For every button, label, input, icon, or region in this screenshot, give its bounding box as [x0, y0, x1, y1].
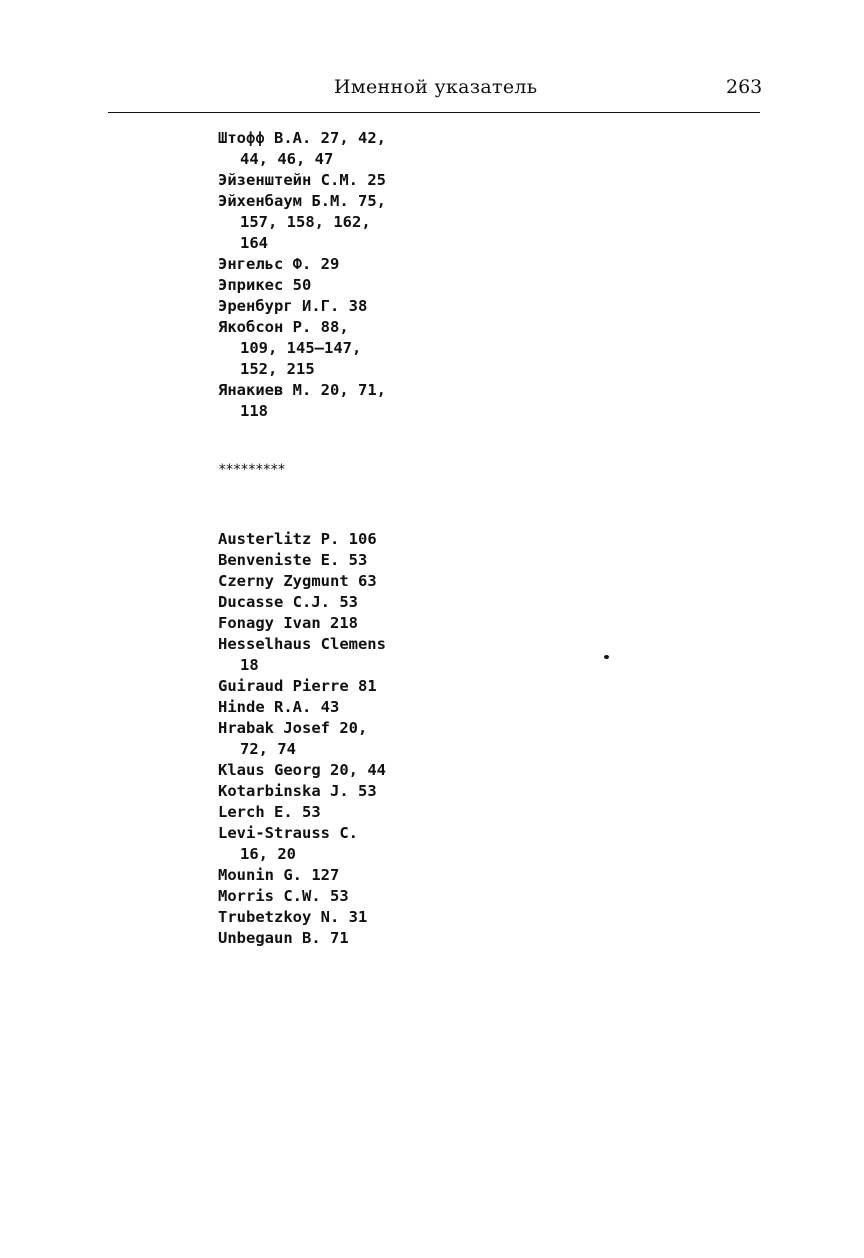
index-entry-pages: 106: [348, 530, 377, 548]
index-entry: [218, 760, 386, 781]
index-entry: [218, 697, 386, 718]
index-entry-pages: 53: [339, 593, 358, 611]
index-entry-name: Kotarbinska J.: [218, 782, 349, 800]
index-entry-name: Czerny Zygmunt: [218, 572, 349, 590]
index-entry-pages: 218: [330, 614, 358, 632]
index-entry-pages: 27, 42,: [320, 129, 386, 147]
index-entry-pages: 53: [358, 782, 377, 800]
index-entry-pages: 127: [311, 866, 340, 884]
index-entry-name: Эйзенштейн С.М.: [218, 171, 358, 189]
index-entry-pages: 53: [348, 551, 368, 569]
index-entry: [218, 254, 386, 275]
index-entry-pages: 53: [302, 803, 321, 821]
index-entry: [218, 317, 386, 380]
index-entry-pages: 20, 71,: [320, 381, 386, 399]
index-section-latin: [218, 529, 386, 949]
index-entry-pages-continued: 44, 46, 47: [240, 150, 334, 168]
index-entry: [218, 718, 386, 760]
index-entry-name: Янакиев М.: [218, 381, 312, 399]
index-entry-name: Benveniste E.: [218, 551, 340, 569]
index-entry-pages-continued: 16, 20: [240, 845, 296, 863]
index-entry-name: Mounin G.: [218, 866, 302, 884]
index-entry: [218, 907, 386, 928]
print-speck: [604, 655, 609, 659]
index-entry: [218, 550, 386, 571]
index-entry-pages: 81: [358, 677, 377, 695]
index-entry-pages-continued: 18: [240, 656, 259, 674]
index-entry: [218, 571, 386, 592]
index-entry: [218, 928, 386, 949]
index-entry: [218, 823, 386, 865]
index-entry: [218, 191, 386, 254]
index-entry: [218, 275, 386, 296]
index-entry-name: Штофф В.А.: [218, 129, 312, 147]
index-entry-pages: 88,: [320, 318, 349, 336]
index-entry-pages: 25: [367, 171, 386, 189]
index-entry-name: Hrabak Josef: [218, 719, 330, 737]
index-entry-pages: 29: [320, 255, 340, 273]
page-number: 263: [726, 76, 763, 98]
index-entry: [218, 886, 386, 907]
index-entry: [218, 676, 386, 697]
index-entry: [218, 529, 386, 550]
section-divider: *********: [218, 462, 285, 478]
index-entry-name: Lerch E.: [218, 803, 293, 821]
index-entry: [218, 802, 386, 823]
index-entry: [218, 296, 386, 317]
index-entry-name: Ducasse C.J.: [218, 593, 330, 611]
index-entry-pages-continued: 152, 215: [240, 360, 315, 378]
index-entry-pages: 20,: [339, 719, 368, 737]
index-entry-name: Fonagy Ivan: [218, 614, 321, 632]
index-entry: [218, 128, 386, 170]
index-entry-name: Якобсон Р.: [218, 318, 312, 336]
index-entry-name: Эренбург И.Г.: [218, 297, 340, 315]
index-entry: [218, 592, 386, 613]
index-entry-name: Эприкес: [218, 276, 284, 294]
index-entry-name: Levi-Strauss C.: [218, 824, 358, 842]
index-entry-pages-continued: 164: [240, 234, 268, 252]
index-entry-pages: 75,: [358, 192, 386, 210]
index-entry-name: Klaus Georg: [218, 761, 321, 779]
index-section-cyrillic: [218, 128, 386, 422]
index-entry-name: Энгельс Ф.: [218, 255, 312, 273]
index-entry-pages-continued: 72, 74: [240, 740, 296, 758]
index-entry: [218, 865, 386, 886]
index-entry-pages: 71: [330, 929, 349, 947]
index-entry-pages: 63: [358, 572, 377, 590]
index-entry-name: Trubetzkoy N.: [218, 908, 340, 926]
index-entry: [218, 634, 386, 676]
index-entry-pages-continued: 118: [240, 402, 268, 420]
index-entry-name: Unbegaun B.: [218, 929, 321, 947]
index-entry-pages-continued: 157, 158, 162,: [240, 213, 371, 231]
index-entry-pages: 20, 44: [330, 761, 386, 779]
index-entry-pages: 31: [348, 908, 368, 926]
index-entry-name: Morris C.W.: [218, 887, 321, 905]
index-entry-name: Austerlitz P.: [218, 530, 340, 548]
index-entry: [218, 613, 386, 634]
index-entry: [218, 170, 386, 191]
index-entry-name: Hesselhaus Clemens: [218, 635, 386, 653]
index-entry-pages: 53: [330, 887, 349, 905]
page-header: [0, 0, 864, 120]
index-entry-name: Эйхенбаум Б.М.: [218, 192, 349, 210]
index-entry-name: Hinde R.A.: [218, 698, 312, 716]
running-title: Именной указатель: [334, 76, 538, 98]
index-entry-pages: 50: [292, 276, 312, 294]
index-entry: [218, 781, 386, 802]
index-entry: [218, 380, 386, 422]
index-entry-pages-continued: 109, 145–147,: [240, 339, 362, 357]
index-entry-pages: 43: [320, 698, 340, 716]
index-entry-pages: 38: [348, 297, 368, 315]
index-entry-name: Guiraud Pierre: [218, 677, 349, 695]
header-rule: [108, 112, 760, 113]
